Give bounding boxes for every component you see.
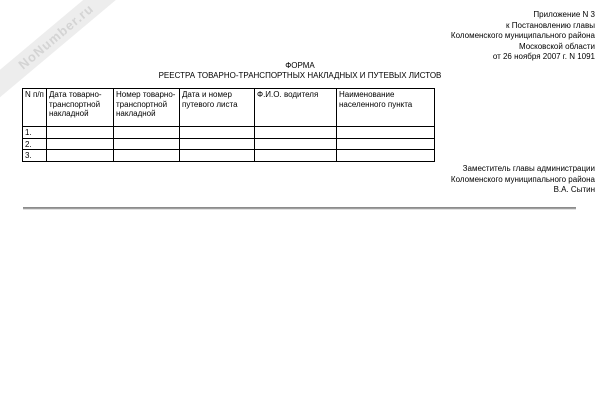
page-title [0, 61, 600, 81]
table-body [23, 127, 435, 162]
title-line-1: ФОРМА [285, 61, 315, 70]
signature-name: В.А. Сытин [553, 185, 595, 194]
header-line-date-number: от 26 ноября 2007 г. N 1091 [492, 52, 595, 61]
col-header-row-number: N п/п [23, 89, 47, 127]
signature-position-line-1: Заместитель главы администрации [462, 164, 595, 173]
table-row [23, 127, 435, 139]
header-line-appendix: Приложение N 3 [533, 10, 595, 19]
register-table [22, 88, 435, 162]
title-line-2: РЕЕСТРА ТОВАРНО-ТРАНСПОРТНЫХ НАКЛАДНЫХ И ПУТЕВЫХ ЛИСТОВ [158, 71, 442, 80]
table-cell [337, 127, 435, 139]
table-cell [255, 150, 337, 162]
table-cell [180, 138, 255, 150]
table-cell [47, 138, 114, 150]
row-number: 3. [23, 150, 47, 162]
table-header [23, 89, 435, 127]
header-line-resolution: к Постановлению главы [506, 20, 595, 30]
table-cell [255, 138, 337, 150]
table-cell [337, 150, 435, 162]
col-header-waybill-date: Дата товарно-транспортной накладной [47, 89, 114, 127]
signature-block [451, 164, 595, 196]
document-header-block [451, 10, 595, 63]
table-cell [114, 150, 180, 162]
header-line-district: Коломенского муниципального района [450, 31, 595, 40]
row-number: 1. [23, 127, 47, 139]
col-header-driver-name: Ф.И.О. водителя [255, 89, 337, 127]
col-header-routesheet-date-number: Дата и номер путевого листа [180, 89, 255, 127]
table-cell [180, 150, 255, 162]
col-header-settlement-name: Наименование населенного пункта [337, 89, 435, 127]
table-cell [47, 127, 114, 139]
table-cell [114, 127, 180, 139]
table-cell [180, 127, 255, 139]
col-header-waybill-number: Номер товарно-транспортной накладной [114, 89, 180, 127]
table-cell [255, 127, 337, 139]
table-cell [47, 150, 114, 162]
horizontal-divider [23, 207, 576, 210]
table-row [23, 138, 435, 150]
watermark: NoNumber.ru [0, 0, 127, 99]
table-header-row [23, 89, 435, 127]
row-number: 2. [23, 138, 47, 150]
signature-position-line-2: Коломенского муниципального района [450, 174, 595, 184]
table-cell [337, 138, 435, 150]
header-line-region: Московской области [518, 41, 595, 51]
table-cell [114, 138, 180, 150]
table-row [23, 150, 435, 162]
